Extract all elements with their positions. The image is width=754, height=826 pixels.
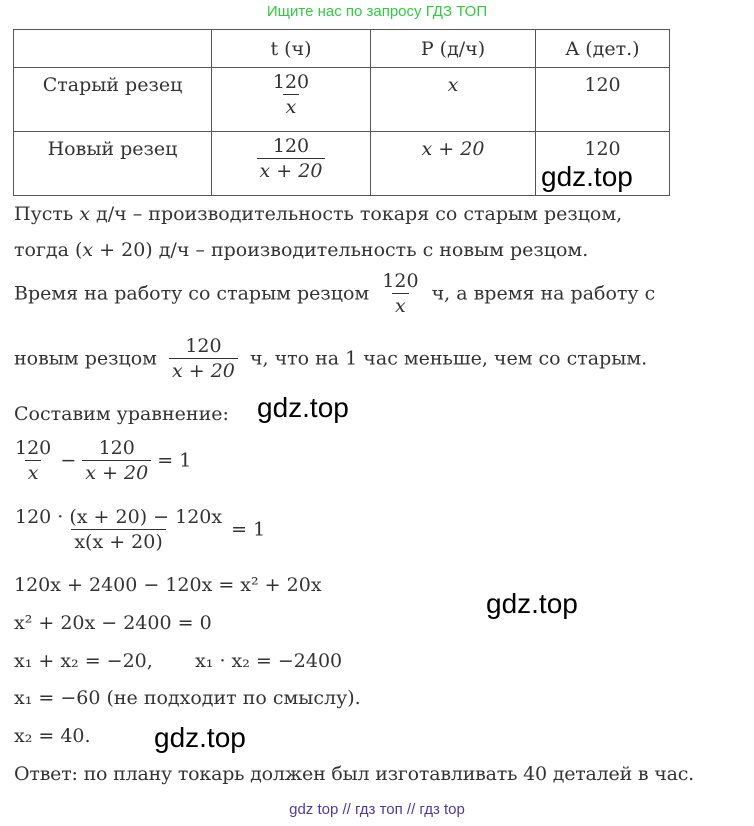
watermark-2: gdz.top — [257, 392, 349, 423]
top-banner[interactable]: Ищите нас по запросу ГДЗ ТОП — [266, 3, 488, 20]
header-empty — [14, 30, 212, 68]
line-let-x: Пусть x д/ч – производительность токаря со старым резцом, — [14, 203, 623, 225]
row-new-amount: 120 — [536, 132, 670, 196]
header-amount: A (дет.) — [536, 30, 670, 68]
watermark-4: gdz.top — [154, 722, 246, 753]
watermark-3: gdz.top — [486, 588, 578, 619]
equation-vieta: x₁ + x₂ = −20, x₁ · x₂ = −2400 — [14, 650, 343, 672]
equation-root-1: x₁ = −60 (не подходит по смыслу). — [14, 687, 361, 709]
header-productivity: P (д/ч) — [371, 30, 536, 68]
line-time-new: новым резцом $\frac{120}{x + 20}$ ч, что на 1 час меньше, чем со старым. — [14, 335, 648, 382]
equation-3: 120x + 2400 − 120x = x² + 20x — [14, 574, 322, 596]
line-time-old: Время на работу со старым резцом $\frac{120}{x}$ ч, а время на работу с — [14, 270, 656, 317]
row-old-label: Старый резец — [14, 68, 212, 132]
row-old-amount: 120 — [536, 68, 670, 132]
header-time: t (ч) — [212, 30, 371, 68]
row-new-label: Новый резец — [14, 132, 212, 196]
row-new-productivity: x + 20 — [371, 132, 536, 196]
equation-root-2: x₂ = 40. — [14, 725, 91, 747]
line-equation-intro: Составим уравнение: — [14, 403, 229, 425]
answer-line: Ответ: по плану токарь должен был изготавливать 40 деталей в час. — [14, 763, 694, 785]
bottom-banner[interactable]: gdz top // гдз топ // гдз top — [289, 801, 465, 818]
equation-2: $\frac{120 \cdot (x + 20) - 120x}{x(x + 20)}$ = 1 — [15, 506, 266, 553]
row-old-productivity: x — [371, 68, 536, 132]
row-new-time: $\frac{120}{x + 20}$ — [212, 132, 371, 196]
line-then: тогда (x + 20) д/ч – производительность с новым резцом. — [14, 239, 589, 261]
equation-1: $\frac{120}{x}$ − $\frac{120}{x + 20}$ = 1 — [15, 437, 192, 484]
watermark-1: gdz.top — [541, 161, 633, 192]
equation-4: x² + 20x − 2400 = 0 — [14, 612, 212, 634]
row-old-time: $\frac{120}{x}$ — [212, 68, 371, 132]
